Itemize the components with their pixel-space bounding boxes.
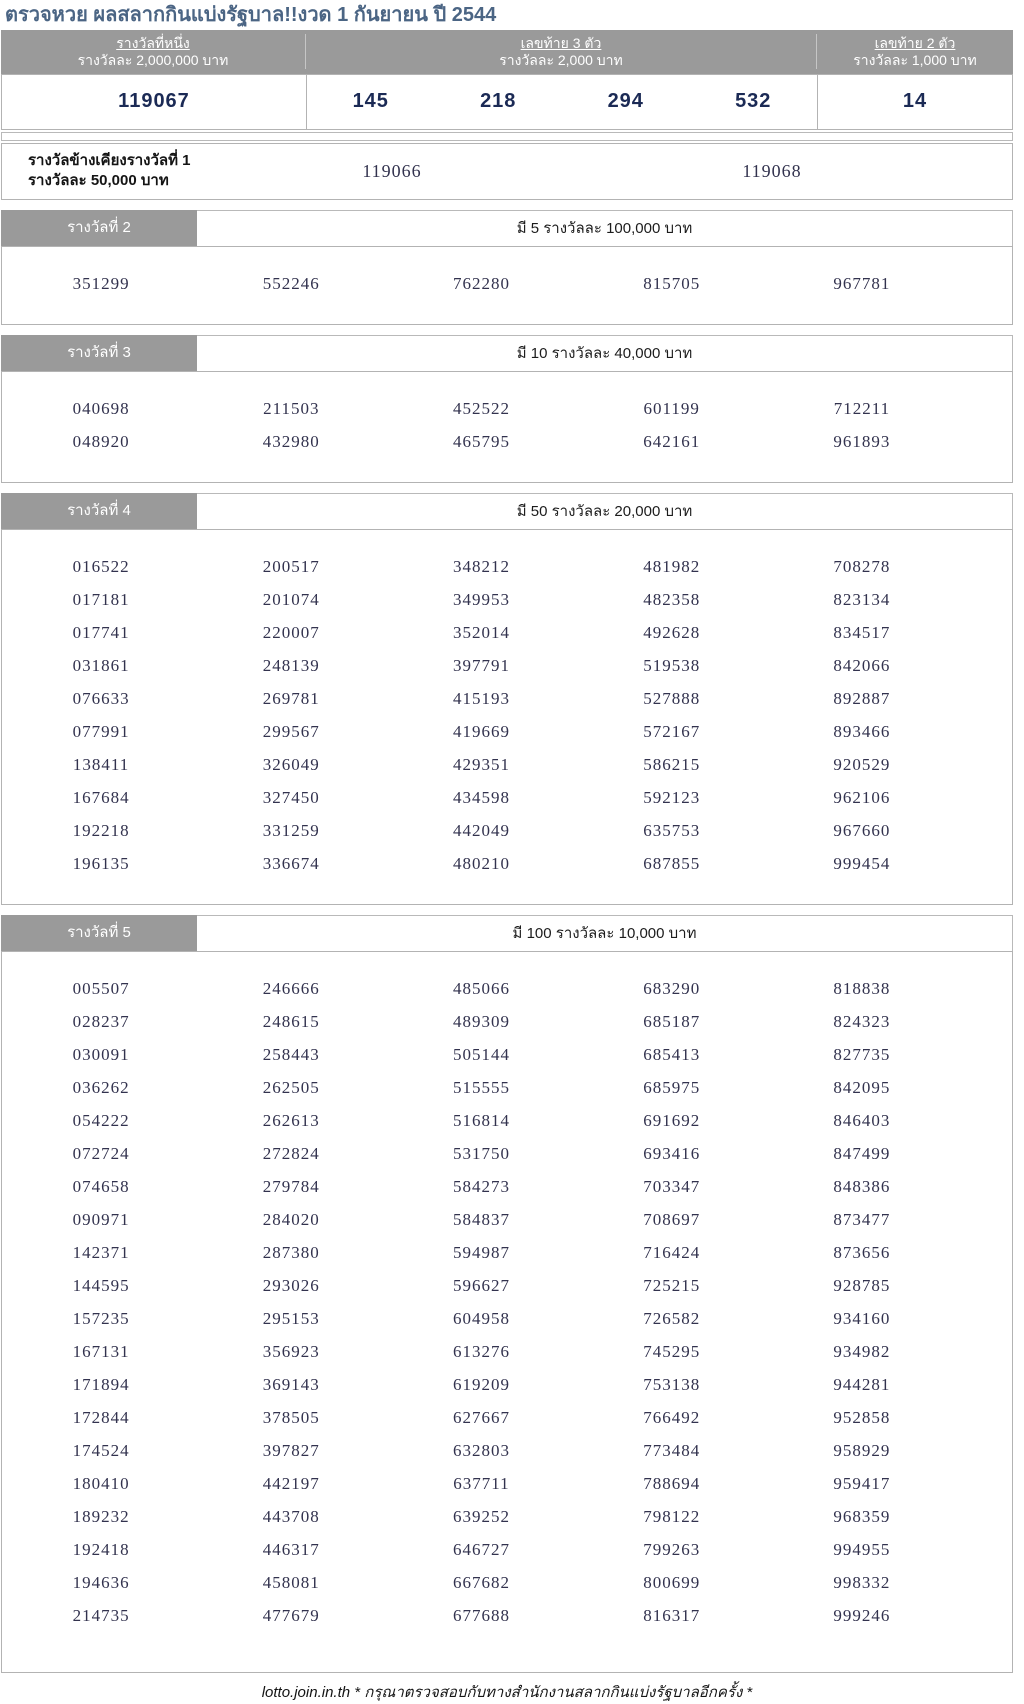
section-header [1, 210, 1013, 246]
lotto-number: 800699 [643, 1573, 701, 1592]
lotto-number: 352014 [452, 623, 510, 642]
lotto-number: 847499 [833, 1144, 891, 1163]
first-prize-label: รางวัลที่หนึ่ง [116, 35, 190, 51]
lotto-number: 967781 [833, 274, 891, 293]
lotto-number: 287380 [262, 1243, 320, 1262]
lotto-number: 269781 [262, 689, 320, 708]
lotto-number: 415193 [452, 689, 510, 708]
lotto-number: 627667 [452, 1408, 510, 1427]
section-label: รางวัลที่ 4 [1, 493, 197, 529]
lotto-number: 552246 [262, 274, 320, 293]
lotto-number: 005507 [72, 979, 130, 998]
lotto-number: 873656 [833, 1243, 891, 1262]
lotto-number: 712211 [833, 399, 891, 418]
lotto-number: 331259 [262, 821, 320, 840]
last3-amount: รางวัลละ 2,000 บาท [499, 52, 623, 68]
lotto-number: 016522 [72, 557, 130, 576]
lotto-number: 685975 [643, 1078, 701, 1097]
lotto-number: 683290 [643, 979, 701, 998]
lotto-number: 028237 [72, 1012, 130, 1031]
lotto-number: 076633 [72, 689, 130, 708]
lotto-number: 030091 [72, 1045, 130, 1064]
lotto-number: 816317 [643, 1606, 701, 1625]
lotto-number: 327450 [262, 788, 320, 807]
lotto-number: 157235 [72, 1309, 130, 1328]
lotto-number: 516814 [452, 1111, 510, 1130]
lotto-number: 048920 [72, 432, 130, 451]
section-numbers-box [1, 951, 1013, 1673]
lotto-number: 708697 [643, 1210, 701, 1229]
lotto-number: 189232 [72, 1507, 130, 1526]
section-label: รางวัลที่ 5 [1, 915, 197, 951]
page-title: ตรวจหวย ผลสลากกินแบ่งรัฐบาล!!งวด 1 กันยายน ปี 2544 [5, 4, 497, 26]
lotto-number: 642161 [643, 432, 701, 451]
lotto-number: 726582 [643, 1309, 701, 1328]
lotto-number: 846403 [833, 1111, 891, 1130]
lotto-number: 262505 [262, 1078, 320, 1097]
lotto-number: 220007 [262, 623, 320, 642]
lotto-number: 293026 [262, 1276, 320, 1295]
lotto-number: 586215 [643, 755, 701, 774]
lotto-number: 799263 [643, 1540, 701, 1559]
lotto-number: 336674 [262, 854, 320, 873]
lotto-number: 815705 [643, 274, 701, 293]
lotto-number: 788694 [643, 1474, 701, 1493]
lotto-number: 485066 [452, 979, 510, 998]
lotto-number: 419669 [452, 722, 510, 741]
lotto-number: 952858 [833, 1408, 891, 1427]
lotto-number: 687855 [643, 854, 701, 873]
lotto-number: 144595 [72, 1276, 130, 1295]
lotto-number: 691692 [643, 1111, 701, 1130]
lotto-number: 072724 [72, 1144, 130, 1163]
lotto-number: 489309 [452, 1012, 510, 1031]
lotto-number: 434598 [452, 788, 510, 807]
lotto-number: 745295 [643, 1342, 701, 1361]
lotto-number: 967660 [833, 821, 891, 840]
adjacent-prize-label-line2: รางวัลละ 50,000 บาท [28, 172, 169, 189]
prize-section [1, 915, 1013, 1673]
lotto-number: 429351 [452, 755, 510, 774]
last2-number: 14 [817, 75, 1012, 129]
lotto-number: 214735 [72, 1606, 130, 1625]
lotto-number: 873477 [833, 1210, 891, 1229]
lotto-number: 632803 [452, 1441, 510, 1460]
lotto-number: 725215 [643, 1276, 701, 1295]
lotto-number: 192418 [72, 1540, 130, 1559]
lotto-number: 138411 [72, 755, 130, 774]
last3-label: เลขท้าย 3 ตัว [520, 35, 602, 51]
lotto-number: 369143 [262, 1375, 320, 1394]
section-header [1, 915, 1013, 951]
footer-note: lotto.join.in.th * กรุณาตรวจสอบกับทางสำนักงานสลากกินแบ่งรัฐบาลอีกครั้ง * [261, 1684, 753, 1701]
lotto-number: 481982 [643, 557, 701, 576]
lotto-number: 637711 [453, 1474, 510, 1493]
lottery-results-page [1, 3, 1013, 1704]
lotto-number: 272824 [262, 1144, 320, 1163]
first-prize-header [1, 34, 305, 69]
lotto-number: 604958 [452, 1309, 510, 1328]
section-description: มี 50 รางวัลละ 20,000 บาท [197, 493, 1013, 529]
lotto-number: 818838 [833, 979, 891, 998]
top-prize-values-row [1, 74, 1013, 130]
lotto-number: 848386 [833, 1177, 891, 1196]
lotto-number: 074658 [72, 1177, 130, 1196]
lotto-number: 773484 [643, 1441, 701, 1460]
lotto-number: 639252 [452, 1507, 510, 1526]
lotto-number: 920529 [833, 755, 891, 774]
lotto-number: 827735 [833, 1045, 891, 1064]
lotto-number: 928785 [833, 1276, 891, 1295]
lotto-number: 999454 [833, 854, 891, 873]
lotto-number: 196135 [72, 854, 130, 873]
lotto-number: 465795 [452, 432, 510, 451]
section-label: รางวัลที่ 3 [1, 335, 197, 371]
lotto-number: 959417 [833, 1474, 891, 1493]
lotto-number: 762280 [452, 274, 510, 293]
lotto-number: 716424 [643, 1243, 701, 1262]
last3-numbers [306, 75, 817, 129]
lotto-number: 693416 [643, 1144, 701, 1163]
section-numbers-box [1, 529, 1013, 905]
last3-number: 532 [735, 90, 772, 112]
section-description: มี 5 รางวัลละ 100,000 บาท [197, 210, 1013, 246]
lotto-number: 934982 [833, 1342, 891, 1361]
lotto-number: 613276 [452, 1342, 510, 1361]
section-numbers-box [1, 246, 1013, 325]
lotto-number: 167684 [72, 788, 130, 807]
lotto-number: 442197 [262, 1474, 320, 1493]
adjacent-prize-number: 119066 [362, 160, 422, 181]
lotto-number: 031861 [72, 656, 130, 675]
last2-label: เลขท้าย 2 ตัว [874, 35, 956, 51]
lotto-number: 480210 [452, 854, 510, 873]
adjacent-prize-number: 119068 [742, 160, 802, 181]
lotto-number: 842066 [833, 656, 891, 675]
lotto-number: 246666 [262, 979, 320, 998]
lotto-number: 397827 [262, 1441, 320, 1460]
first-prize-amount: รางวัลละ 2,000,000 บาท [77, 52, 229, 68]
lotto-number: 201074 [262, 590, 320, 609]
lotto-number: 677688 [452, 1606, 510, 1625]
lotto-number: 934160 [833, 1309, 891, 1328]
lotto-number: 646727 [452, 1540, 510, 1559]
last3-header [305, 34, 816, 69]
last2-header [816, 34, 1013, 69]
adjacent-prize-row [1, 143, 1013, 200]
lotto-number: 527888 [643, 689, 701, 708]
lotto-number: 798122 [643, 1507, 701, 1526]
lotto-number: 584273 [452, 1177, 510, 1196]
lotto-number: 842095 [833, 1078, 891, 1097]
lotto-number: 397791 [452, 656, 510, 675]
lotto-number: 477679 [262, 1606, 320, 1625]
lotto-number: 452522 [452, 399, 510, 418]
lotto-number: 601199 [643, 399, 700, 418]
lotto-number: 572167 [643, 722, 701, 741]
lotto-number: 299567 [262, 722, 320, 741]
last2-amount: รางวัลละ 1,000 บาท [853, 52, 977, 68]
lotto-number: 258443 [262, 1045, 320, 1064]
lotto-number: 017181 [72, 590, 130, 609]
lotto-number: 584837 [452, 1210, 510, 1229]
section-header [1, 335, 1013, 371]
lotto-number: 211503 [263, 399, 320, 418]
lotto-number: 708278 [833, 557, 891, 576]
lotto-number: 766492 [643, 1408, 701, 1427]
numbers-grid [6, 550, 957, 880]
lotto-number: 295153 [262, 1309, 320, 1328]
lotto-number: 262613 [262, 1111, 320, 1130]
lotto-number: 349953 [452, 590, 510, 609]
lotto-number: 531750 [452, 1144, 510, 1163]
lotto-number: 968359 [833, 1507, 891, 1526]
lotto-number: 017741 [72, 623, 130, 642]
section-description: มี 10 รางวัลละ 40,000 บาท [197, 335, 1013, 371]
lotto-number: 180410 [72, 1474, 130, 1493]
section-description: มี 100 รางวัลละ 10,000 บาท [197, 915, 1013, 951]
lotto-number: 090971 [72, 1210, 130, 1229]
lotto-number: 036262 [72, 1078, 130, 1097]
lotto-number: 326049 [262, 755, 320, 774]
last3-number: 145 [352, 90, 389, 112]
lotto-number: 142371 [72, 1243, 130, 1262]
lotto-number: 442049 [452, 821, 510, 840]
lotto-number: 348212 [452, 557, 510, 576]
lotto-number: 515555 [452, 1078, 510, 1097]
section-header [1, 493, 1013, 529]
lotto-number: 994955 [833, 1540, 891, 1559]
lotto-number: 200517 [262, 557, 320, 576]
lotto-number: 356923 [262, 1342, 320, 1361]
last3-number: 218 [480, 90, 517, 112]
lotto-number: 167131 [72, 1342, 130, 1361]
lotto-number: 492628 [643, 623, 701, 642]
lotto-number: 194636 [72, 1573, 130, 1592]
lotto-number: 174524 [72, 1441, 130, 1460]
numbers-grid [6, 392, 957, 458]
lotto-number: 685413 [643, 1045, 701, 1064]
lotto-number: 505144 [452, 1045, 510, 1064]
lotto-number: 248139 [262, 656, 320, 675]
lotto-number: 040698 [72, 399, 130, 418]
lotto-number: 171894 [72, 1375, 130, 1394]
lotto-number: 378505 [262, 1408, 320, 1427]
lotto-number: 999246 [833, 1606, 891, 1625]
prize-sections [1, 210, 1013, 1673]
lotto-number: 619209 [452, 1375, 510, 1394]
last3-number: 294 [607, 90, 644, 112]
lotto-number: 685187 [643, 1012, 701, 1031]
lotto-number: 172844 [72, 1408, 130, 1427]
lotto-number: 054222 [72, 1111, 130, 1130]
lotto-number: 892887 [833, 689, 891, 708]
lotto-number: 446317 [262, 1540, 320, 1559]
lotto-number: 592123 [643, 788, 701, 807]
lotto-number: 962106 [833, 788, 891, 807]
first-prize-number: 119067 [118, 90, 190, 112]
lotto-number: 432980 [262, 432, 320, 451]
lotto-number: 284020 [262, 1210, 320, 1229]
prize-section [1, 493, 1013, 905]
lotto-number: 944281 [833, 1375, 891, 1394]
lotto-number: 279784 [262, 1177, 320, 1196]
lotto-number: 703347 [643, 1177, 701, 1196]
section-numbers-box [1, 371, 1013, 483]
lotto-number: 824323 [833, 1012, 891, 1031]
lotto-number: 961893 [833, 432, 891, 451]
separator-row [1, 132, 1013, 141]
lotto-number: 443708 [262, 1507, 320, 1526]
numbers-grid [6, 267, 957, 300]
adjacent-prize-label [2, 151, 302, 191]
adjacent-prize-label-line1: รางวัลข้างเคียงรางวัลที่ 1 [28, 152, 191, 169]
lotto-number: 753138 [643, 1375, 701, 1394]
lotto-number: 958929 [833, 1441, 891, 1460]
lotto-number: 998332 [833, 1573, 891, 1592]
prize-section [1, 335, 1013, 483]
section-label: รางวัลที่ 2 [1, 210, 197, 246]
lotto-number: 635753 [643, 821, 701, 840]
lotto-number: 519538 [643, 656, 701, 675]
lotto-number: 893466 [833, 722, 891, 741]
lotto-number: 482358 [643, 590, 701, 609]
lotto-number: 594987 [452, 1243, 510, 1262]
lotto-number: 596627 [452, 1276, 510, 1295]
lotto-number: 248615 [262, 1012, 320, 1031]
lotto-number: 823134 [833, 590, 891, 609]
numbers-grid [6, 972, 957, 1632]
lotto-number: 667682 [452, 1573, 510, 1592]
lotto-number: 458081 [262, 1573, 320, 1592]
prize-header-band [1, 30, 1013, 74]
lotto-number: 834517 [833, 623, 891, 642]
lotto-number: 077991 [72, 722, 130, 741]
lotto-number: 192218 [72, 821, 130, 840]
prize-section [1, 210, 1013, 325]
lotto-number: 351299 [72, 274, 130, 293]
